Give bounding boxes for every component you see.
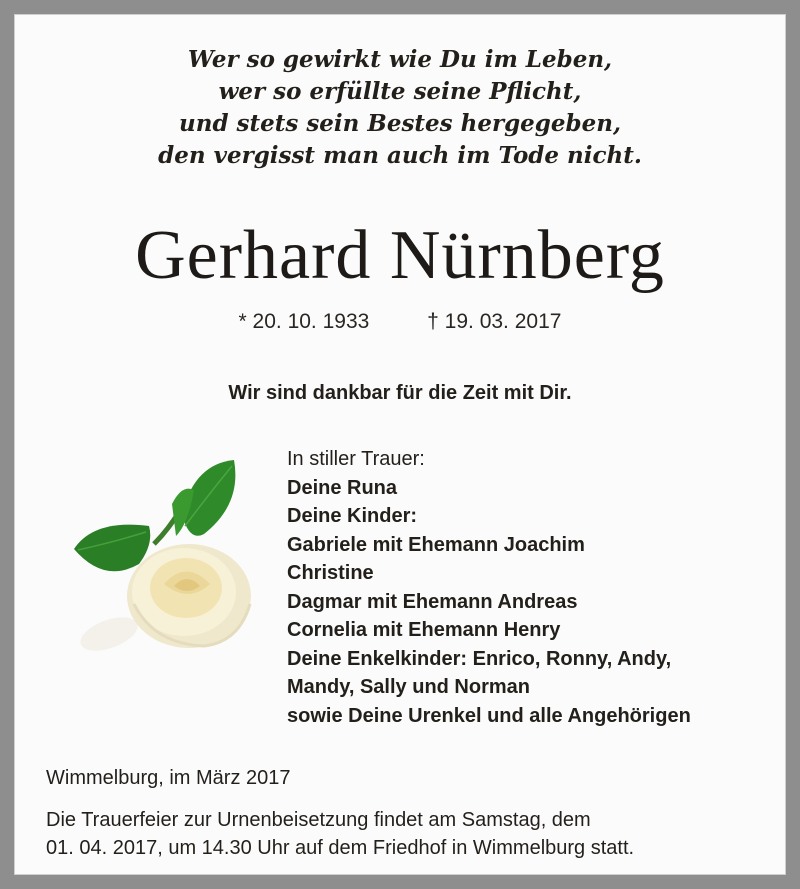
place-date: Wimmelburg, im März 2017 <box>46 767 291 789</box>
poem-line: Wer so gewirkt wie Du im Leben, <box>187 46 613 73</box>
mourner-line: Mandy, Sally und Norman <box>287 676 530 698</box>
mourner-line: Gabriele mit Ehemann Joachim <box>287 533 585 556</box>
birth-date: * 20. 10. 1933 <box>238 310 370 333</box>
mourners-list <box>287 445 787 730</box>
funeral-notice-line: 01. 04. 2017, um 14.30 Uhr auf dem Friedhof in Wimmelburg statt. <box>46 837 635 859</box>
thanks-line: Wir sind dankbar für die Zeit mit Dir. <box>228 382 572 404</box>
funeral-notice-line: Die Trauerfeier zur Urnenbeisetzung findet am Samstag, dem <box>46 809 591 831</box>
life-dates <box>14 310 786 334</box>
obituary-card <box>14 14 786 875</box>
poem-line: den vergisst man auch im Tode nicht. <box>158 142 642 169</box>
poem <box>14 44 786 172</box>
mourner-line: Deine Enkelkinder: Enrico, Ronny, Andy, <box>287 647 672 670</box>
white-rose-icon <box>54 454 274 674</box>
poem-line: und stets sein Bestes hergegeben, <box>179 110 621 137</box>
deceased-name: Gerhard Nürnberg <box>135 217 665 294</box>
funeral-notice <box>46 806 786 862</box>
mourner-line: Deine Kinder: <box>287 505 418 527</box>
mourner-line: Deine Runa <box>287 476 398 499</box>
mourner-line: Christine <box>287 562 374 584</box>
mourner-line: Dagmar mit Ehemann Andreas <box>287 590 578 613</box>
mourner-line: Cornelia mit Ehemann Henry <box>287 619 561 641</box>
poem-line: wer so erfüllte seine Pflicht, <box>218 78 582 105</box>
death-date: † 19. 03. 2017 <box>427 310 562 333</box>
mourner-line: sowie Deine Urenkel und alle Angehörigen <box>287 704 691 727</box>
mourning-intro: In stiller Trauer: <box>287 448 425 470</box>
